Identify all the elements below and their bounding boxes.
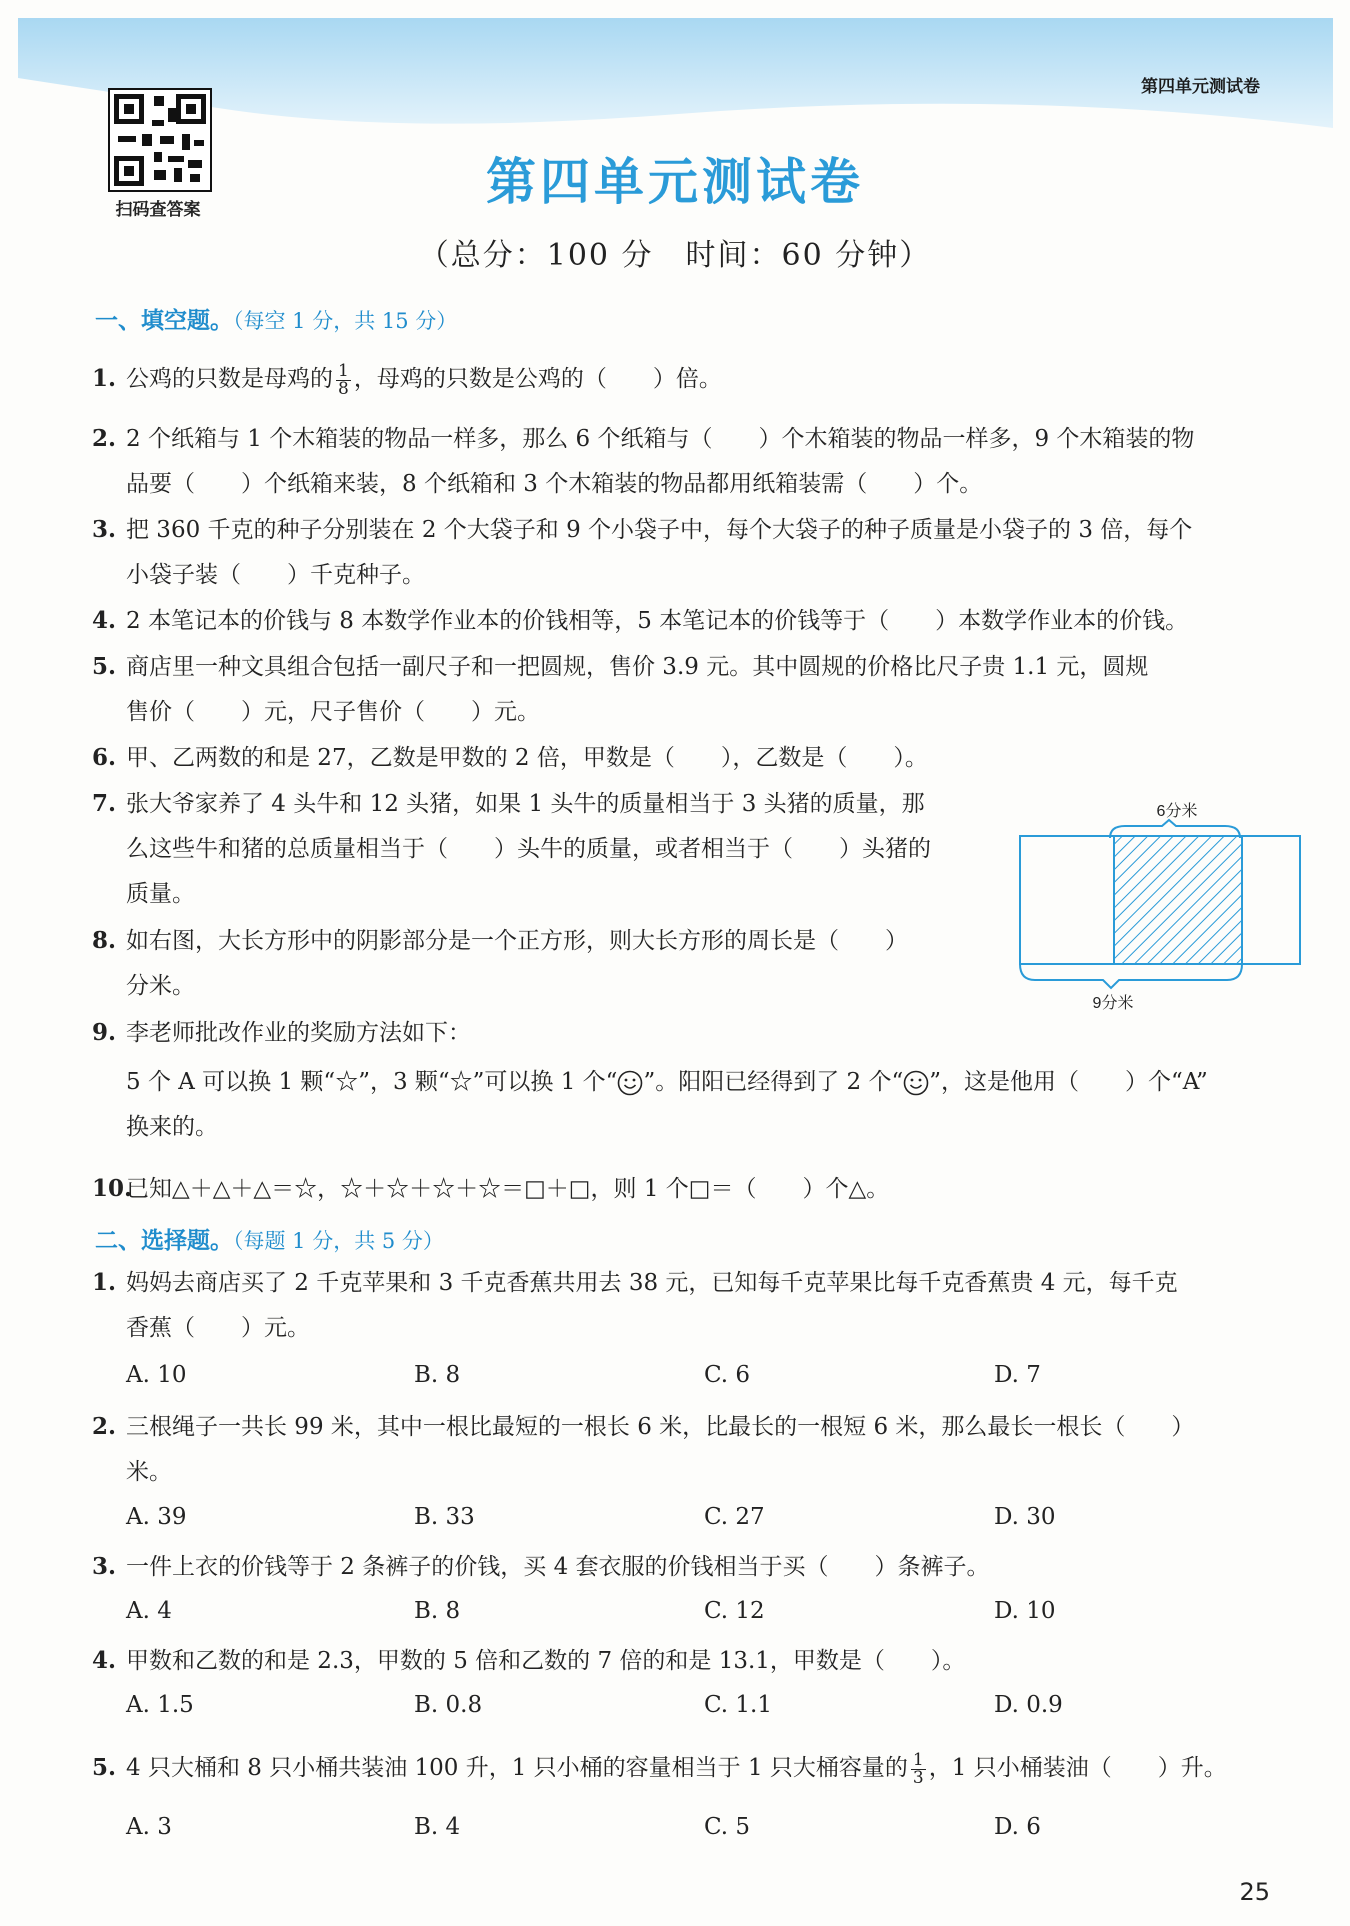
question-text: 分米。 — [126, 973, 195, 999]
question-text: 已知△＋△＋△＝☆，☆＋☆＋☆＋☆＝□＋□，则 1 个□＝（ ）个△。 — [126, 1176, 890, 1202]
diagram-bottom-label: 9分米 — [1092, 995, 1134, 1012]
question-text: 小袋子装（ ）千克种子。 — [126, 562, 425, 588]
question-text: 李老师批改作业的奖励方法如下： — [126, 1020, 471, 1046]
question-text: 米。 — [126, 1459, 172, 1485]
question-text: 售价（ ）元，尺子售价（ ）元。 — [126, 699, 540, 725]
option-c[interactable]: C. 5 — [704, 1814, 751, 1840]
question-number: 5. — [92, 653, 117, 680]
section-title: 二、选择题。 — [95, 1228, 233, 1254]
question-text: 公鸡的只数是母鸡的 — [126, 366, 333, 392]
question-text: 香蕉（ ）元。 — [126, 1315, 310, 1341]
question-number: 9. — [92, 1019, 117, 1046]
option-a[interactable]: A. 39 — [126, 1504, 187, 1530]
option-c[interactable]: C. 1.1 — [704, 1692, 772, 1718]
question-text: ，母鸡的只数是公鸡的（ ）倍。 — [353, 366, 722, 392]
choice-question-1 — [92, 1260, 1287, 1351]
question-text: 妈妈去商店买了 2 千克苹果和 3 千克香蕉共用去 38 元，已知每千克苹果比每千克香蕉贵 4 元，每千克 — [126, 1270, 1178, 1296]
question-text: 4 只大桶和 8 只小桶共装油 100 升，1 只小桶的容量相当于 1 只大桶容量的 — [126, 1755, 908, 1781]
fill-question-4 — [92, 598, 1287, 644]
option-a[interactable]: A. 3 — [126, 1814, 172, 1840]
fill-question-1 — [92, 356, 722, 402]
question-number: 3. — [92, 1553, 117, 1580]
fill-question-5 — [92, 644, 1287, 735]
question-number: 4. — [92, 1647, 117, 1674]
option-d[interactable]: D. 7 — [994, 1362, 1041, 1388]
option-d[interactable]: D. 30 — [994, 1504, 1056, 1530]
question-number: 4. — [92, 607, 117, 634]
question-text: 把 360 千克的种子分别装在 2 个大袋子和 9 个小袋子中，每个大袋子的种子质量是小袋子的 3 倍，每个 — [126, 517, 1193, 543]
question-number: 2. — [92, 1413, 117, 1440]
question-text: 换来的。 — [126, 1114, 218, 1140]
question-number: 6. — [92, 744, 117, 771]
fill-question-8 — [92, 918, 1012, 1009]
option-c[interactable]: C. 12 — [704, 1598, 765, 1624]
fill-question-2 — [92, 416, 1287, 507]
option-b[interactable]: B. 33 — [414, 1504, 475, 1530]
smiley-face-icon — [903, 1070, 929, 1096]
fill-question-6 — [92, 735, 1287, 781]
question-number: 8. — [92, 927, 117, 954]
option-a[interactable]: A. 1.5 — [126, 1692, 194, 1718]
page-number: 25 — [1239, 1878, 1270, 1906]
bottom-brace — [1020, 964, 1242, 988]
question-text: 商店里一种文具组合包括一副尺子和一把圆规，售价 3.9 元。其中圆规的价格比尺子贵 1.1 元，圆规 — [126, 654, 1149, 680]
question-text: 张大爷家养了 4 头牛和 12 头猪，如果 1 头牛的质量相当于 3 头猪的质量，那 — [126, 791, 925, 817]
option-c[interactable]: C. 27 — [704, 1504, 765, 1530]
fraction — [336, 360, 351, 399]
fill-question-10 — [92, 1166, 1287, 1212]
section-title: 一、填空题。 — [95, 308, 233, 334]
question-number: 1. — [92, 365, 117, 392]
smiley-face-icon — [617, 1070, 643, 1096]
option-b[interactable]: B. 0.8 — [414, 1692, 483, 1718]
question-text: 一件上衣的价钱等于 2 条裤子的价钱，买 4 套衣服的价钱相当于买（ ）条裤子。 — [126, 1554, 990, 1580]
question-text: 如右图，大长方形中的阴影部分是一个正方形，则大长方形的周长是（ ） — [126, 928, 908, 954]
question-number: 1. — [92, 1269, 117, 1296]
question-number: 3. — [92, 516, 117, 543]
question-text: ，1 只小桶装油（ ）升。 — [928, 1755, 1227, 1781]
option-b[interactable]: B. 8 — [414, 1598, 461, 1624]
page-subtitle: （总分：100 分 时间：60 分钟） — [418, 238, 932, 273]
question-text: 质量。 — [126, 881, 195, 907]
option-b[interactable]: B. 4 — [414, 1814, 461, 1840]
header-label: 第四单元测试卷 — [1141, 77, 1260, 97]
question-text: 5 个 A 可以换 1 颗“☆”，3 颗“☆”可以换 1 个“ — [126, 1069, 618, 1095]
fraction-numerator: 1 — [912, 1749, 924, 1770]
option-c[interactable]: C. 6 — [704, 1362, 751, 1388]
fill-question-3 — [92, 507, 1287, 598]
section-note: （每题 1 分，共 5 分） — [233, 1229, 444, 1253]
question-text: ”。阳阳已经得到了 2 个“ — [643, 1069, 904, 1095]
qr-caption: 扫码查答案 — [115, 200, 201, 220]
question-number: 2. — [92, 425, 117, 452]
fill-question-7 — [92, 781, 1012, 917]
option-b[interactable]: B. 8 — [414, 1362, 461, 1388]
question-text: 品要（ ）个纸箱来装，8 个纸箱和 3 个木箱装的物品都用纸箱装需（ ）个。 — [126, 471, 983, 497]
question-text: 2 个纸箱与 1 个木箱装的物品一样多，那么 6 个纸箱与（ ）个木箱装的物品一样多，9 个木箱装的物 — [126, 426, 1195, 452]
diagram-top-label: 6分米 — [1156, 803, 1198, 820]
question-text: 甲数和乙数的和是 2.3，甲数的 5 倍和乙数的 7 倍的和是 13.1，甲数是（ ）。 — [126, 1648, 966, 1674]
option-a[interactable]: A. 4 — [126, 1598, 172, 1624]
option-d[interactable]: D. 0.9 — [994, 1692, 1063, 1718]
fraction-denominator: 3 — [912, 1767, 924, 1788]
section-note: （每空 1 分，共 15 分） — [233, 309, 458, 333]
choice-question-5 — [92, 1745, 1287, 1791]
fraction-denominator: 8 — [338, 378, 349, 399]
question-text: 2 本笔记本的价钱与 8 本数学作业本的价钱相等，5 本笔记本的价钱等于（ ）本数学作业本的价钱。 — [126, 608, 1189, 634]
section-heading-choice — [95, 1222, 444, 1255]
question-number: 10. — [92, 1175, 133, 1202]
rectangle-diagram — [1015, 790, 1315, 1015]
question-number: 5. — [92, 1754, 117, 1781]
fill-question-9 — [92, 1010, 1287, 1150]
fraction — [911, 1749, 926, 1788]
option-d[interactable]: D. 6 — [994, 1814, 1041, 1840]
question-number: 7. — [92, 790, 117, 817]
fraction-numerator: 1 — [338, 360, 349, 381]
choice-question-2 — [92, 1404, 1287, 1495]
question-text: 三根绳子一共长 99 米，其中一根比最短的一根长 6 米，比最长的一根短 6 米，那么最长一根长（ ） — [126, 1414, 1195, 1440]
section-heading-fill — [95, 302, 457, 335]
question-text: 甲、乙两数的和是 27，乙数是甲数的 2 倍，甲数是（ ），乙数是（ ）。 — [126, 745, 928, 771]
shaded-square — [1114, 836, 1242, 964]
question-text: 么这些牛和猪的总质量相当于（ ）头牛的质量，或者相当于（ ）头猪的 — [126, 836, 931, 862]
option-a[interactable]: A. 10 — [126, 1362, 187, 1388]
page-title: 第四单元测试卷 — [486, 153, 864, 211]
choice-question-3 — [92, 1544, 1287, 1590]
option-d[interactable]: D. 10 — [994, 1598, 1056, 1624]
choice-question-4 — [92, 1638, 1287, 1684]
question-text: ”，这是他用（ ）个“A” — [929, 1069, 1208, 1095]
